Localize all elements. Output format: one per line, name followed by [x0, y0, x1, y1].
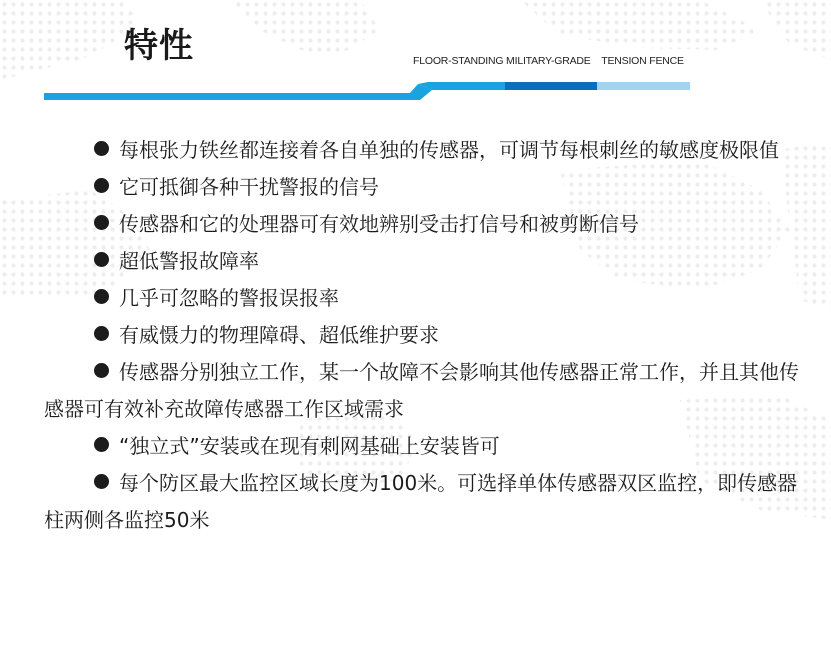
list-item — [44, 206, 804, 243]
feature-text: 传感器分别独立工作，某一个故障不会影响其他传感器正常工作，并且其他传感器可有效补充故障传感器工作区域需求 — [44, 360, 799, 421]
feature-text: 每根张力铁丝都连接着各自单独的传感器，可调节每根刺丝的敏感度极限值 — [119, 138, 779, 162]
bullet-icon — [94, 363, 109, 378]
bullet-icon — [94, 141, 109, 156]
list-item — [44, 465, 804, 539]
bullet-icon — [94, 437, 109, 452]
page-header — [0, 0, 831, 110]
page-subtitle: FLOOR-STANDING MILITARY-GRADE TENSION FENCE — [413, 55, 684, 67]
feature-text: “独立式”安装或在现有刺网基础上安装皆可 — [119, 434, 500, 458]
list-item — [44, 428, 804, 465]
feature-list — [44, 132, 804, 539]
list-item — [44, 354, 804, 428]
list-item — [44, 280, 804, 317]
feature-text: 传感器和它的处理器可有效地辨别受击打信号和被剪断信号 — [119, 212, 639, 236]
feature-text: 有威慑力的物理障碍、超低维护要求 — [119, 323, 439, 347]
list-item — [44, 317, 804, 354]
feature-text: 每个防区最大监控区域长度为100米。可选择单体传感器双区监控，即传感器柱两侧各监控50米 — [44, 471, 798, 532]
feature-text: 超低警报故障率 — [119, 249, 259, 273]
bullet-icon — [94, 474, 109, 489]
bullet-icon — [94, 289, 109, 304]
list-item — [44, 132, 804, 169]
page-title: 特性 — [124, 26, 194, 66]
list-item — [44, 243, 804, 280]
list-item — [44, 169, 804, 206]
feature-text: 它可抵御各种干扰警报的信号 — [119, 175, 379, 199]
header-accent-bar — [0, 76, 831, 106]
bullet-icon — [94, 326, 109, 341]
bullet-icon — [94, 215, 109, 230]
feature-text: 几乎可忽略的警报误报率 — [119, 286, 339, 310]
bullet-icon — [94, 178, 109, 193]
bullet-icon — [94, 252, 109, 267]
